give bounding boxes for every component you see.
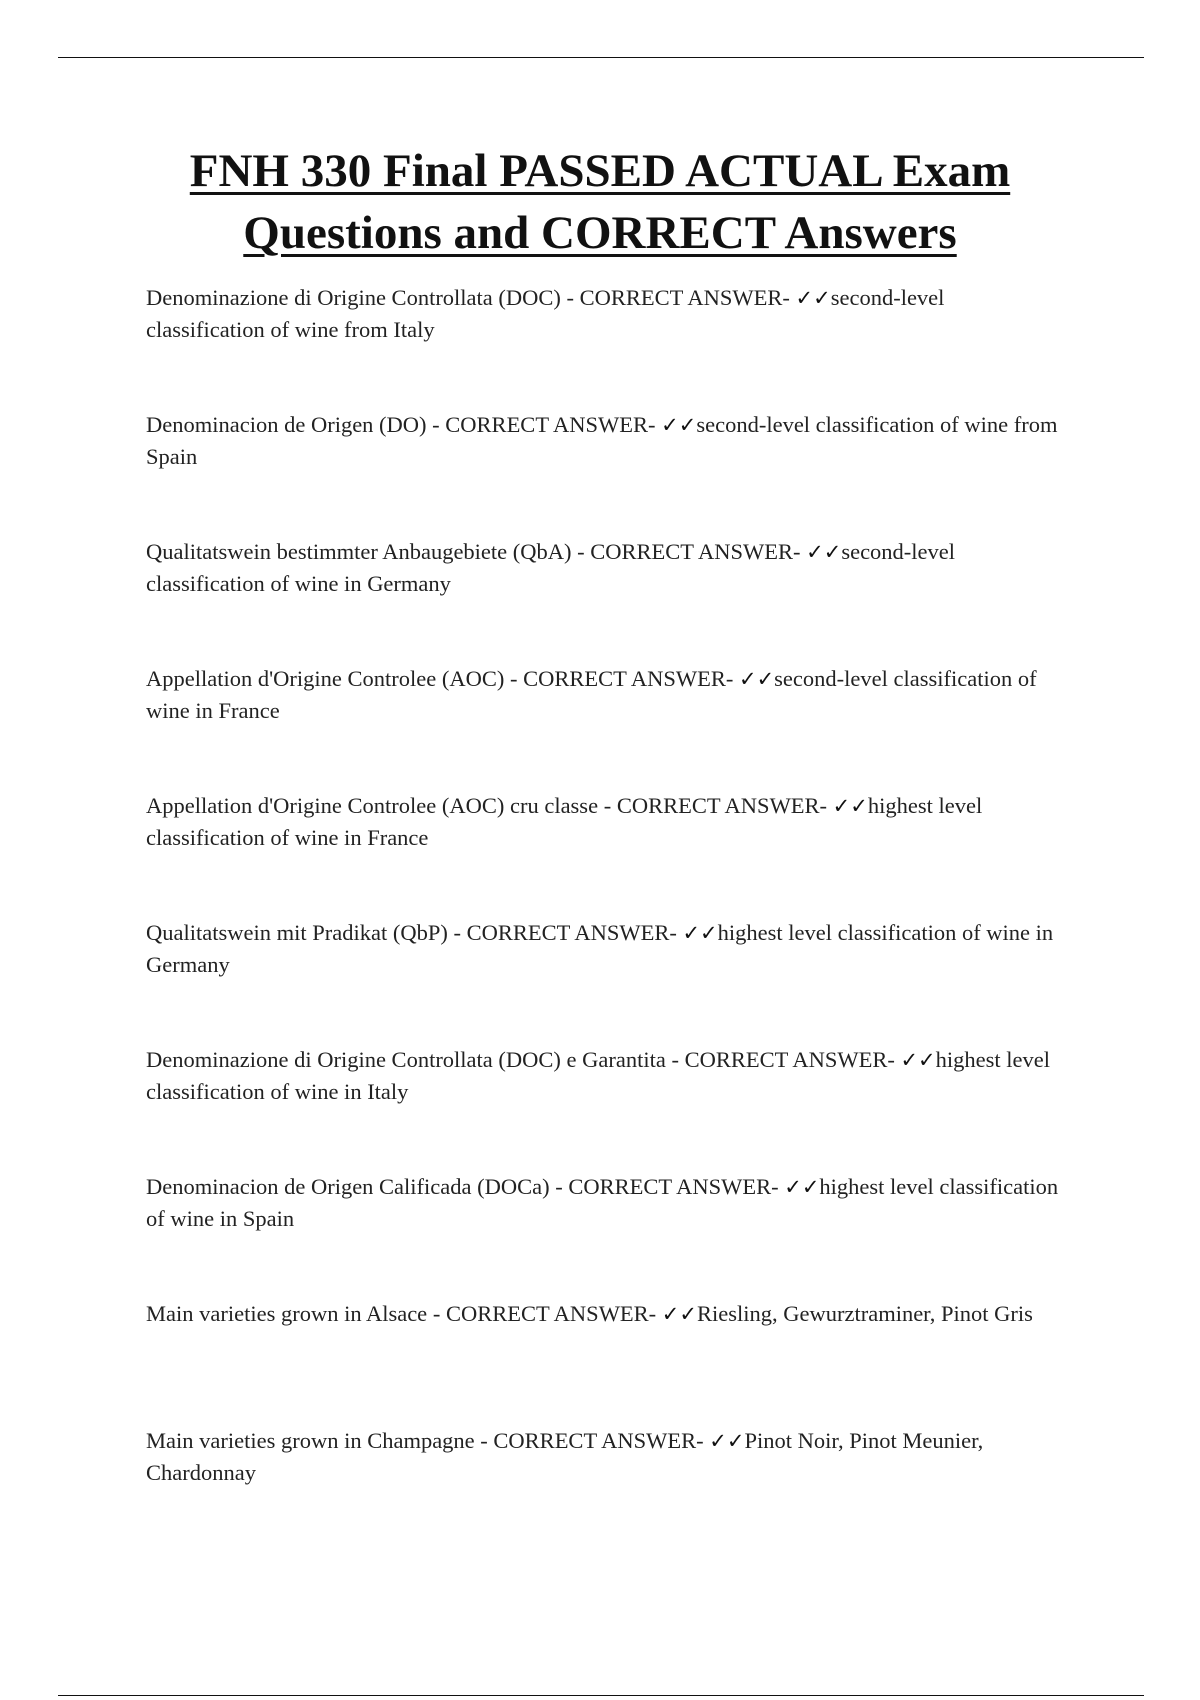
top-divider [58, 57, 1144, 58]
double-check-icon: ✓✓ [900, 1048, 936, 1072]
qa-answer: highest level classification of wine in Germany [146, 920, 1054, 977]
qa-item: Denominazione di Origine Controllata (DOC) - CORRECT ANSWER- ✓✓second-level classification of wine from Italy [146, 285, 945, 342]
double-check-icon: ✓✓ [661, 1302, 697, 1326]
qa-item: Denominazione di Origine Controllata (DOC) e Garantita - CORRECT ANSWER- ✓✓highest level classification of wine in Italy [146, 1047, 1051, 1104]
qa-term: Denominacion de Origen (DO) [146, 412, 427, 437]
qa-term: Qualitatswein bestimmter Anbaugebiete (QbA) [146, 539, 572, 564]
answer-marker: CORRECT ANSWER- [684, 1047, 895, 1072]
qa-term: Appellation d'Origine Controlee (AOC) cru classe [146, 793, 599, 818]
qa-item: Main varieties grown in Alsace - CORRECT ANSWER- ✓✓Riesling, Gewurztraminer, Pinot Gris [146, 1301, 1033, 1326]
qa-item: Qualitatswein bestimmter Anbaugebiete (QbA) - CORRECT ANSWER- ✓✓second-level classification of wine in Germany [146, 539, 956, 596]
answer-marker: CORRECT ANSWER- [493, 1428, 704, 1453]
qa-answer: highest level classification of wine in France [146, 793, 983, 850]
qa-item: Appellation d'Origine Controlee (AOC) cru classe - CORRECT ANSWER- ✓✓highest level classification of wine in France [146, 793, 983, 850]
double-check-icon: ✓✓ [738, 667, 775, 691]
double-check-icon: ✓✓ [832, 794, 868, 818]
qa-term: Denominacion de Origen Calificada (DOCa) [146, 1174, 550, 1199]
double-check-icon: ✓✓ [661, 413, 697, 437]
qa-answer: second-level classification of wine from Spain [146, 412, 1058, 469]
qa-answer: highest level classification of wine in Spain [146, 1174, 1059, 1231]
qa-item: Main varieties grown in Champagne - CORRECT ANSWER- ✓✓Pinot Noir, Pinot Meunier, Chardonnay [146, 1428, 984, 1485]
qa-answer: second-level classification of wine from Italy [146, 285, 945, 342]
qa-list [146, 282, 1066, 1552]
double-check-icon: ✓✓ [784, 1175, 820, 1199]
title-line-2: Questions and CORRECT Answers [243, 207, 957, 259]
qa-term: Denominazione di Origine Controllata (DOC) [146, 285, 561, 310]
answer-marker: CORRECT ANSWER- [445, 1301, 657, 1326]
qa-answer: highest level classification of wine in Italy [146, 1047, 1051, 1104]
qa-item: Qualitatswein mit Pradikat (QbP) - CORRECT ANSWER- ✓✓highest level classification of wine in Germany [146, 920, 1054, 977]
qa-answer: Pinot Noir, Pinot Meunier, Chardonnay [146, 1428, 984, 1485]
qa-answer: Riesling, Gewurztraminer, Pinot Gris [697, 1301, 1033, 1326]
double-check-icon: ✓✓ [806, 540, 842, 564]
qa-term: Appellation d'Origine Controlee (AOC) [146, 666, 505, 691]
answer-marker: CORRECT ANSWER- [579, 285, 790, 310]
qa-term: Denominazione di Origine Controllata (DOC) e Garantita [146, 1047, 666, 1072]
double-check-icon: ✓✓ [709, 1429, 745, 1453]
answer-marker: CORRECT ANSWER- [616, 793, 828, 818]
answer-marker: CORRECT ANSWER- [466, 920, 677, 945]
qa-item: Appellation d'Origine Controlee (AOC) - CORRECT ANSWER- ✓✓second-level classification of wine in France [146, 666, 1037, 723]
qa-answer: second-level classification of wine in France [146, 666, 1037, 723]
qa-term: Main varieties grown in Champagne [146, 1428, 475, 1453]
bottom-divider [58, 1695, 1144, 1696]
page-title [100, 140, 1100, 264]
qa-item: Denominacion de Origen (DO) - CORRECT ANSWER- ✓✓second-level classification of wine from Spain [146, 412, 1058, 469]
qa-term: Qualitatswein mit Pradikat (QbP) [146, 920, 448, 945]
double-check-icon: ✓✓ [795, 286, 831, 310]
qa-answer: second-level classification of wine in Germany [146, 539, 956, 596]
answer-marker: CORRECT ANSWER- [445, 412, 656, 437]
qa-item: Denominacion de Origen Calificada (DOCa) - CORRECT ANSWER- ✓✓highest level classification of wine in Spain [146, 1174, 1059, 1231]
answer-marker: CORRECT ANSWER- [523, 666, 734, 691]
answer-marker: CORRECT ANSWER- [590, 539, 801, 564]
title-line-1: FNH 330 Final PASSED ACTUAL Exam [189, 145, 1011, 197]
double-check-icon: ✓✓ [682, 921, 718, 945]
qa-term: Main varieties grown in Alsace [146, 1301, 428, 1326]
answer-marker: CORRECT ANSWER- [568, 1174, 779, 1199]
